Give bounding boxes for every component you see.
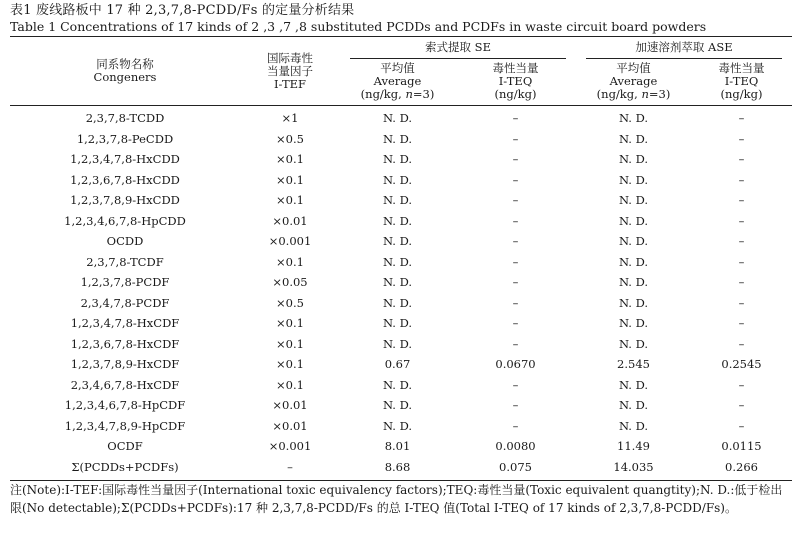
header-tef-line1: 国际毒性 — [267, 50, 313, 65]
unit-suffix: =3) — [648, 87, 671, 101]
cell-tef: ×0.05 — [272, 275, 308, 289]
cell-ase-teq: – — [738, 336, 745, 351]
cell-ase-average: 11.49 — [617, 439, 650, 453]
cell-se-teq: – — [512, 234, 519, 248]
cell-se-teq: – — [512, 111, 519, 125]
cell-tef: ×0.1 — [276, 152, 304, 166]
header-congeners-en: Congeners — [93, 70, 157, 84]
cell-ase-teq: – — [738, 418, 745, 433]
cell-se-teq: – — [512, 377, 519, 392]
cell-tef: ×0.1 — [276, 336, 304, 351]
table-row — [10, 436, 792, 457]
cell-ase-average: N. D. — [618, 213, 649, 228]
table-row — [10, 354, 792, 375]
cell-se-teq: – — [512, 152, 519, 166]
header-tef-line3: I-TEF — [273, 76, 307, 91]
cell-ase-teq: – — [738, 398, 745, 412]
cell-se-teq: – — [512, 336, 519, 351]
cell-ase-average: N. D. — [618, 254, 649, 269]
header-se-teq — [455, 59, 576, 106]
cell-ase-average: N. D. — [618, 275, 649, 289]
cell-congener: Σ(PCDDs+PCDFs) — [71, 459, 179, 474]
ase-avg-cn: 平均值 — [616, 61, 651, 75]
se-avg-en: Average — [373, 74, 422, 88]
cell-tef: ×0.1 — [276, 357, 304, 371]
cell-ase-average: N. D. — [618, 316, 649, 330]
cell-se-teq: 0.075 — [499, 459, 532, 474]
cell-ase-teq: – — [738, 152, 745, 166]
cell-congener: 1,2,3,4,7,8-HxCDF — [70, 316, 180, 330]
se-avg-cn: 平均值 — [380, 61, 415, 75]
cell-ase-average: N. D. — [618, 234, 649, 248]
header-ase-teq — [691, 59, 792, 106]
cell-se-average: N. D. — [382, 336, 413, 351]
cell-se-teq: 0.0080 — [495, 439, 536, 453]
table-row — [10, 106, 792, 129]
cell-ase-teq: – — [738, 254, 745, 269]
cell-se-teq: – — [512, 295, 519, 310]
table-row — [10, 190, 792, 211]
cell-congener: 1,2,3,6,7,8-HxCDF — [70, 336, 180, 351]
header-group-ase — [576, 37, 792, 60]
cell-congener: 1,2,3,7,8,9-HxCDF — [70, 357, 180, 371]
table-row — [10, 129, 792, 150]
header-ase-average — [576, 59, 691, 106]
header-tef — [240, 37, 340, 106]
table-row — [10, 149, 792, 170]
cell-congener: 1,2,3,4,6,7,8-HpCDF — [64, 398, 186, 412]
cell-se-average: N. D. — [382, 418, 413, 433]
cell-se-average: N. D. — [382, 254, 413, 269]
cell-ase-teq: – — [738, 213, 745, 228]
unit-n: n — [641, 87, 649, 101]
se-avg-unit — [340, 88, 455, 101]
cell-se-teq: – — [512, 275, 519, 289]
cell-ase-teq: – — [738, 193, 745, 207]
cell-se-average: N. D. — [382, 234, 413, 248]
cell-se-average: N. D. — [382, 398, 413, 412]
cell-ase-teq: – — [738, 111, 745, 125]
cell-ase-average: N. D. — [618, 418, 649, 433]
table-row — [10, 272, 792, 293]
se-teq-en: I-TEQ — [498, 74, 533, 88]
cell-se-average: N. D. — [382, 193, 413, 207]
cell-se-average: N. D. — [382, 111, 413, 125]
cell-congener: 1,2,3,7,8,9-HxCDD — [70, 193, 180, 207]
table-row — [10, 170, 792, 191]
cell-ase-teq: – — [738, 316, 745, 330]
cell-se-teq: – — [512, 254, 519, 269]
cell-ase-teq: – — [738, 234, 745, 248]
cell-se-average: N. D. — [382, 316, 413, 330]
cell-se-teq: – — [512, 131, 519, 146]
cell-tef: ×0.1 — [276, 377, 304, 392]
cell-ase-teq: – — [738, 131, 745, 146]
cell-ase-average: N. D. — [618, 295, 649, 310]
se-teq-cn: 毒性当量 — [492, 61, 539, 75]
cell-tef: ×0.5 — [276, 295, 304, 310]
cell-tef: ×1 — [281, 111, 299, 125]
cell-ase-average: N. D. — [618, 152, 649, 166]
cell-tef: ×0.1 — [276, 254, 304, 269]
cell-tef: ×0.1 — [276, 172, 304, 187]
cell-congener: 2,3,7,8-TCDD — [85, 111, 165, 125]
cell-se-average: N. D. — [382, 275, 413, 289]
ase-teq-cn: 毒性当量 — [718, 61, 765, 75]
cell-se-teq: – — [512, 316, 519, 330]
cell-ase-average: 2.545 — [617, 357, 650, 371]
cell-ase-average: N. D. — [618, 377, 649, 392]
table-row — [10, 293, 792, 314]
cell-tef: ×0.001 — [268, 234, 312, 248]
cell-congener: 1,2,3,4,7,8-HxCDD — [70, 152, 180, 166]
cell-ase-average: N. D. — [618, 398, 649, 412]
ase-teq-en: I-TEQ — [724, 74, 759, 88]
header-group-ase-label: 加速溶剂萃取 ASE — [586, 37, 782, 59]
header-tef-line2: 当量因子 — [267, 63, 313, 78]
cell-tef: ×0.01 — [272, 418, 308, 433]
unit-prefix: (ng/kg, — [360, 87, 406, 101]
cell-se-average: N. D. — [382, 377, 413, 392]
header-group-se-label: 索式提取 SE — [350, 37, 566, 59]
cell-se-average: N. D. — [382, 295, 413, 310]
cell-se-teq: 0.0670 — [495, 357, 536, 371]
cell-se-teq: – — [512, 213, 519, 228]
se-teq-unit: (ng/kg) — [494, 87, 537, 101]
cell-ase-teq: – — [738, 377, 745, 392]
table-row — [10, 252, 792, 273]
cell-congener: 2,3,4,7,8-PCDF — [80, 295, 170, 310]
cell-congener: OCDD — [106, 234, 144, 248]
table-row — [10, 375, 792, 396]
cell-se-teq: – — [512, 418, 519, 433]
cell-tef: ×0.1 — [276, 193, 304, 207]
cell-congener: 1,2,3,7,8-PeCDD — [76, 131, 174, 146]
cell-congener: 1,2,3,4,7,8,9-HpCDF — [64, 418, 186, 433]
table-title-en: Table 1 Concentrations of 17 kinds of 2 ,3 ,7 ,8 substituted PCDDs and PCDFs in waste circuit board powders — [10, 19, 707, 34]
cell-ase-average: N. D. — [618, 193, 649, 207]
table-title-cn: 表1 废线路板中 17 种 2,3,7,8-PCDD/Fs 的定量分析结果 — [10, 3, 355, 18]
table-header — [10, 37, 792, 106]
cell-tef: ×0.5 — [276, 131, 304, 146]
table-row — [10, 457, 792, 478]
cell-ase-average: 14.035 — [613, 459, 654, 474]
cell-ase-average: N. D. — [618, 131, 649, 146]
cell-ase-average: N. D. — [618, 336, 649, 351]
unit-suffix: =3) — [412, 87, 435, 101]
cell-se-teq: – — [512, 172, 519, 187]
cell-ase-teq: 0.2545 — [721, 357, 762, 371]
cell-ase-teq: 0.266 — [725, 459, 758, 474]
cell-se-average: N. D. — [382, 213, 413, 228]
cell-ase-average: N. D. — [618, 111, 649, 125]
cell-se-average: N. D. — [382, 152, 413, 166]
cell-congener: 1,2,3,4,6,7,8-HpCDD — [64, 213, 186, 228]
cell-tef: – — [287, 459, 293, 474]
table-note: 注(Note):I-TEF:国际毒性当量因子(International toxic equivalency factors);TEQ:毒性当量(Toxic equivalent quangtity);N. D.:低于检出限(No detectable);Σ(PCDDs+PCDFs):17 种 2,3,7,8-PCDD/Fs 的总 I-TEQ 值(Total I-TEQ of 17 kinds of 2,3,7,8-PCDD/Fs)。 — [10, 480, 792, 517]
table-body — [10, 106, 792, 478]
cell-congener: 2,3,7,8-TCDF — [86, 254, 164, 269]
cell-tef: ×0.01 — [272, 398, 308, 412]
cell-ase-average: N. D. — [618, 172, 649, 187]
cell-se-average: N. D. — [382, 131, 413, 146]
cell-tef: ×0.001 — [268, 439, 312, 453]
cell-tef: ×0.01 — [272, 213, 308, 228]
cell-congener: 1,2,3,6,7,8-HxCDD — [70, 172, 180, 187]
unit-prefix: (ng/kg, — [596, 87, 642, 101]
header-group-se — [340, 37, 576, 60]
table-row — [10, 416, 792, 437]
cell-congener: OCDF — [107, 439, 143, 453]
cell-congener: 1,2,3,7,8-PCDF — [80, 275, 170, 289]
ase-avg-unit — [576, 88, 691, 101]
header-congeners-cn: 同系物名称 — [96, 57, 154, 71]
cell-ase-teq: 0.0115 — [721, 439, 762, 453]
ase-avg-en: Average — [609, 74, 658, 88]
table-row — [10, 334, 792, 355]
table-row — [10, 231, 792, 252]
table-row — [10, 395, 792, 416]
cell-congener: 2,3,4,6,7,8-HxCDF — [70, 377, 180, 392]
ase-teq-unit: (ng/kg) — [720, 87, 763, 101]
cell-se-average: 8.01 — [384, 439, 411, 453]
cell-ase-teq: – — [738, 295, 745, 310]
cell-se-average: N. D. — [382, 172, 413, 187]
table-row — [10, 211, 792, 232]
cell-se-teq: – — [512, 193, 519, 207]
cell-ase-teq: – — [738, 275, 745, 289]
cell-se-average: 8.68 — [384, 459, 411, 474]
table-row — [10, 313, 792, 334]
header-se-average — [340, 59, 455, 106]
unit-n: n — [405, 87, 413, 101]
cell-se-average: 0.67 — [384, 357, 411, 371]
header-congeners — [10, 37, 240, 106]
cell-ase-teq: – — [738, 172, 745, 187]
cell-tef: ×0.1 — [276, 316, 304, 330]
cell-se-teq: – — [512, 398, 519, 412]
congeners-table — [10, 36, 792, 477]
